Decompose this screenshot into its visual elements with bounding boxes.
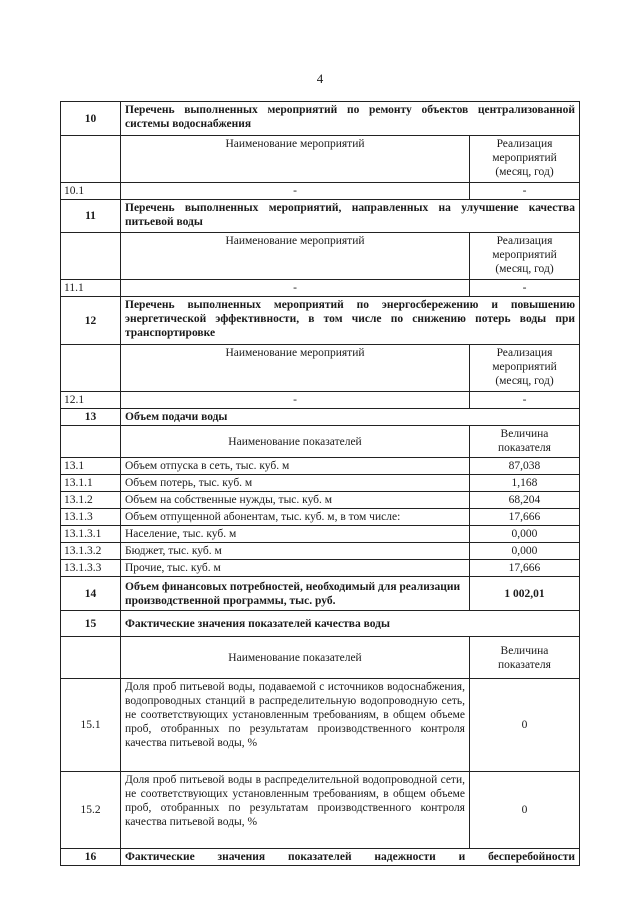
row-number: 15.1 bbox=[61, 679, 121, 772]
section-number: 11 bbox=[61, 200, 121, 233]
row-name: Объем потерь, тыс. куб. м bbox=[121, 475, 470, 492]
section-title: Фактические значения показателей надежности и бесперебойности bbox=[121, 849, 580, 866]
empty-cell bbox=[61, 345, 121, 392]
section-title: Объем подачи воды bbox=[121, 409, 580, 426]
section-15-header bbox=[61, 611, 580, 637]
section-number: 16 bbox=[61, 849, 121, 866]
empty-cell bbox=[61, 136, 121, 183]
row-number: 12.1 bbox=[61, 392, 121, 409]
row-name: Объем отпущенной абонентам, тыс. куб. м, в том числе: bbox=[121, 509, 470, 526]
section-number: 10 bbox=[61, 102, 121, 136]
row-name: Население, тыс. куб. м bbox=[121, 526, 470, 543]
column-header-name: Наименование мероприятий bbox=[121, 233, 470, 280]
production-program-table bbox=[60, 101, 580, 866]
page-number: 4 bbox=[316, 71, 324, 86]
row-number: 13.1.3 bbox=[61, 509, 121, 526]
row-name: Объем на собственные нужды, тыс. куб. м bbox=[121, 492, 470, 509]
table-row bbox=[61, 679, 580, 772]
column-header-name: Наименование показателей bbox=[121, 426, 470, 458]
column-header-name: Наименование мероприятий bbox=[121, 345, 470, 392]
row-number: 13.1.2 bbox=[61, 492, 121, 509]
column-header-name: Наименование показателей bbox=[121, 637, 470, 679]
table-row bbox=[61, 543, 580, 560]
table-row bbox=[61, 509, 580, 526]
row-number: 15.2 bbox=[61, 772, 121, 849]
section-title: Объем финансовых потребностей, необходимый для реализации производственной программы, тыс. руб. bbox=[121, 577, 470, 611]
row-value: 0 bbox=[469, 679, 579, 772]
table-row bbox=[61, 458, 580, 475]
row-value: 0,000 bbox=[469, 526, 579, 543]
row-number: 10.1 bbox=[61, 183, 121, 200]
section-title: Фактические значения показателей качества воды bbox=[121, 611, 580, 637]
empty-cell bbox=[61, 426, 121, 458]
row-value: - bbox=[469, 183, 579, 200]
table-row bbox=[61, 772, 580, 849]
section-number: 14 bbox=[61, 577, 121, 611]
section-11-columns bbox=[61, 233, 580, 280]
table-row bbox=[61, 392, 580, 409]
section-13-header bbox=[61, 409, 580, 426]
row-number: 13.1.3.3 bbox=[61, 560, 121, 577]
row-value: - bbox=[469, 280, 579, 297]
row-name: Бюджет, тыс. куб. м bbox=[121, 543, 470, 560]
table-row bbox=[61, 492, 580, 509]
row-value: 17,666 bbox=[469, 560, 579, 577]
table-row bbox=[61, 560, 580, 577]
row-name: Доля проб питьевой воды, подаваемой с источников водоснабжения, водопроводных станций в распределительную водопроводную сеть, не соответствующих установленным требованиям, в общем объеме проб, отобранных по результатам производственного контроля качества питьевой воды, % bbox=[121, 679, 470, 772]
section-title: Перечень выполненных мероприятий по энергосбережению и повышению энергетической эффективности, в том числе по снижению потерь воды при транспортировке bbox=[121, 297, 580, 345]
row-value: 17,666 bbox=[469, 509, 579, 526]
section-title: Перечень выполненных мероприятий по ремонту объектов централизованной системы водоснабжения bbox=[121, 102, 580, 136]
section-title: Перечень выполненных мероприятий, направленных на улучшение качества питьевой воды bbox=[121, 200, 580, 233]
section-12-columns bbox=[61, 345, 580, 392]
table-row bbox=[61, 526, 580, 543]
row-name: Доля проб питьевой воды в распределительной водопроводной сети, не соответствующих установленным требованиям, в общем объеме проб, отобранных по результатам производственного контроля качества питьевой воды, % bbox=[121, 772, 470, 849]
row-name: - bbox=[121, 392, 470, 409]
row-value: - bbox=[469, 392, 579, 409]
row-value: 1,168 bbox=[469, 475, 579, 492]
section-14-row bbox=[61, 577, 580, 611]
section-10-columns bbox=[61, 136, 580, 183]
row-name: - bbox=[121, 183, 470, 200]
row-value: 0,000 bbox=[469, 543, 579, 560]
empty-cell bbox=[61, 233, 121, 280]
row-name: Объем отпуска в сеть, тыс. куб. м bbox=[121, 458, 470, 475]
row-name: - bbox=[121, 280, 470, 297]
section-number: 15 bbox=[61, 611, 121, 637]
row-number: 11.1 bbox=[61, 280, 121, 297]
section-12-header bbox=[61, 297, 580, 345]
column-header-value: Величина показателя bbox=[469, 637, 579, 679]
section-number: 12 bbox=[61, 297, 121, 345]
column-header-implementation: Реализация мероприятий (месяц, год) bbox=[469, 345, 579, 392]
table-row bbox=[61, 183, 580, 200]
column-header-name: Наименование мероприятий bbox=[121, 136, 470, 183]
column-header-implementation: Реализация мероприятий (месяц, год) bbox=[469, 136, 579, 183]
row-number: 13.1 bbox=[61, 458, 121, 475]
row-value: 68,204 bbox=[469, 492, 579, 509]
column-header-value: Величина показателя bbox=[469, 426, 579, 458]
section-16-header bbox=[61, 849, 580, 866]
section-10-header bbox=[61, 102, 580, 136]
row-name: Прочие, тыс. куб. м bbox=[121, 560, 470, 577]
row-number: 13.1.3.2 bbox=[61, 543, 121, 560]
section-15-columns bbox=[61, 637, 580, 679]
column-header-implementation: Реализация мероприятий (месяц, год) bbox=[469, 233, 579, 280]
row-number: 13.1.1 bbox=[61, 475, 121, 492]
section-value: 1 002,01 bbox=[469, 577, 579, 611]
section-11-header bbox=[61, 200, 580, 233]
table-row bbox=[61, 280, 580, 297]
section-13-columns bbox=[61, 426, 580, 458]
section-number: 13 bbox=[61, 409, 121, 426]
row-value: 87,038 bbox=[469, 458, 579, 475]
row-value: 0 bbox=[469, 772, 579, 849]
row-number: 13.1.3.1 bbox=[61, 526, 121, 543]
empty-cell bbox=[61, 637, 121, 679]
table-row bbox=[61, 475, 580, 492]
